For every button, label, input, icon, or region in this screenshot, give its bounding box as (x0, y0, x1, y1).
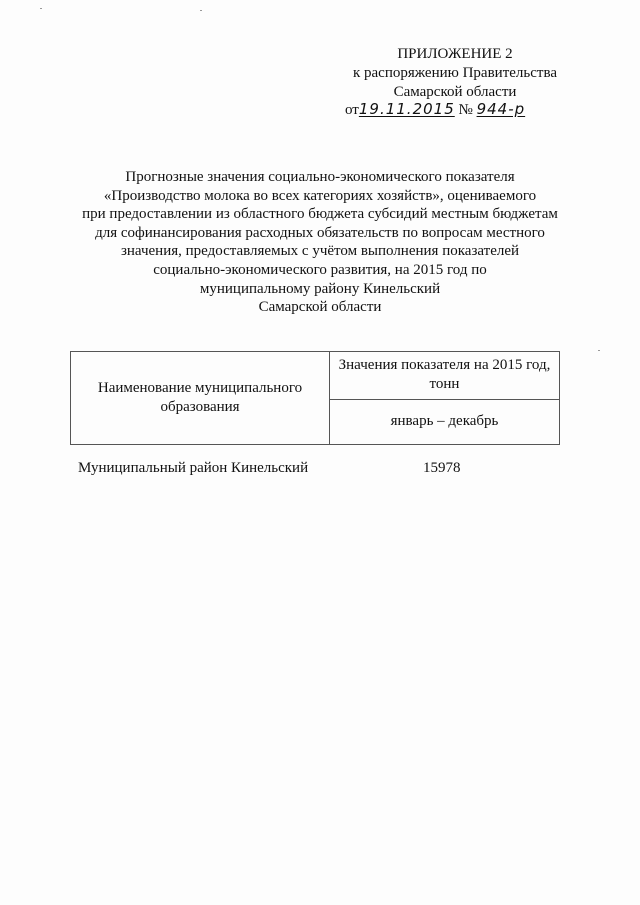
document-reference (345, 100, 575, 119)
appendix-ref-line: к распоряжению Правительства (352, 65, 557, 81)
title-line: Прогнозные значения социально-экономического показателя (125, 169, 515, 185)
indicator-value: 15978 (423, 460, 461, 476)
title-line: социально-экономического развития, на 2015 год по (153, 261, 487, 278)
title-line: при предоставлении из областного бюджета субсидий местным бюджетам (82, 206, 558, 223)
title-line: муниципальному району Кинельский (199, 280, 441, 297)
indicator-table (70, 351, 560, 445)
scan-speck (40, 8, 42, 9)
document-title (70, 168, 570, 317)
value-column-header: Значения показателя на 2015 год, тонн (330, 352, 560, 400)
period-header: январь – декабрь (330, 399, 560, 445)
appendix-region-line: Самарской области (393, 84, 517, 100)
title-line: для софинансирования расходных обязательств по вопросам местного (95, 224, 545, 241)
title-line: «Производство молока во всех категориях хозяйств», оцениваемого (103, 187, 537, 204)
number-label: № (458, 102, 473, 118)
title-line: значения, предоставляемых с учётом выполнения показателей (120, 243, 520, 260)
handwritten-number: 944-р (476, 100, 526, 118)
scan-speck (598, 350, 600, 351)
from-label: от (345, 102, 359, 118)
municipality-column-header: Наименование муниципального образования (71, 352, 330, 445)
title-line: Самарской области (258, 299, 382, 316)
appendix-header (330, 45, 580, 102)
appendix-title: ПРИЛОЖЕНИЕ 2 (397, 46, 513, 62)
scan-speck (200, 10, 202, 11)
municipality-name: Муниципальный район Кинельский (78, 460, 309, 476)
handwritten-date: 19.11.2015 (358, 100, 455, 118)
